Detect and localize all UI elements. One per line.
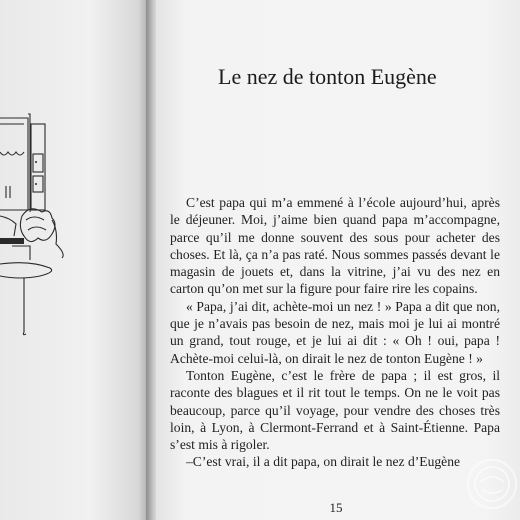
chapter-title: Le nez de tonton Eugène <box>218 64 437 89</box>
left-page <box>0 0 150 520</box>
page-number: 15 <box>329 500 343 515</box>
paragraph: –C’est vrai, il a dit papa, on dirait le nez d’Eugène <box>186 454 461 470</box>
paragraph: Tonton Eugène, c’est le frère de papa ; il est gros, il raconte des blagues et il rit tout le temps. On ne le voit pas beaucoup, parce qu’il voyage, pour vendre des choses très loin, à Lyon, à Clermont-Ferrand et à Saint-Étienne. Papa s’est mis à rigoler. <box>170 367 500 453</box>
left-page-illustration <box>0 100 80 360</box>
chapter-body <box>170 194 500 471</box>
watermark-stamp <box>460 452 520 512</box>
paragraph: C’est papa qui m’a emmené à l’école aujourd’hui, après le déjeuner. Moi, j’aime bien quand papa m’accompagne, parce qu’il me donne souvent des sous pour acheter des choses. Et là, ça n’a pas raté. Nous sommes passés devant le magasin de jouets et, dans la vitrine, j’ai vu des nez en carton qu’on met sur la figure pour faire rire les copains. <box>170 195 500 297</box>
paragraph: « Papa, j’ai dit, achète-moi un nez ! » Papa a dit que non, que je n’avais pas besoin de nez, mais moi je lui ai montré un grand, tout rouge, et je lui ai dit : « Oh ! oui, papa ! Achète-moi celui-là, on dirait le nez de tonton Eugène ! » <box>170 298 500 366</box>
